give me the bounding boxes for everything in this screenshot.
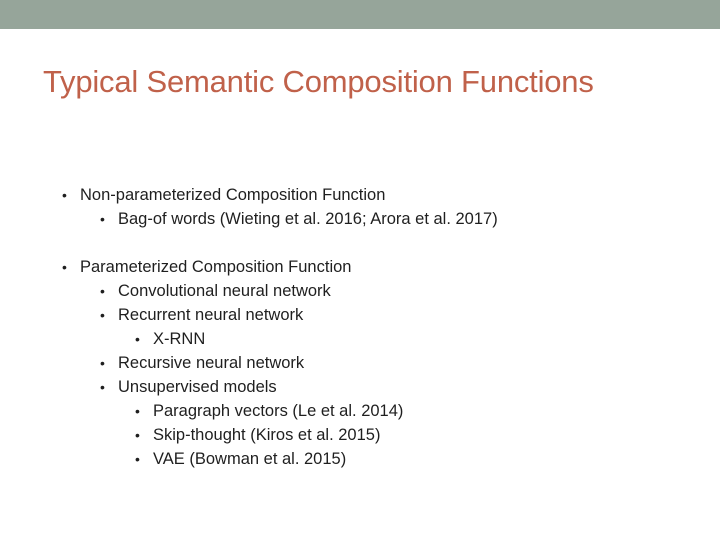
bullet-item (100, 351, 304, 375)
bullet-item (100, 207, 498, 231)
bullet-text: Recursive neural network (118, 354, 305, 372)
bullet-item (62, 255, 351, 279)
bullet-text: X-RNN (153, 330, 206, 348)
bullet-text: Non-parameterized Composition Function (80, 186, 386, 204)
bullet-text: Skip-thought (Kiros et al. 2015) (153, 426, 381, 444)
bullet-item (135, 447, 346, 471)
bullet-text: Parameterized Composition Function (80, 258, 352, 276)
bullet-text: Paragraph vectors (Le et al. 2014) (153, 402, 404, 420)
bullet-marker: • (62, 259, 67, 275)
bullet-text: VAE (Bowman et al. 2015) (153, 450, 347, 468)
bullet-item (135, 399, 403, 423)
bullet-marker: • (100, 283, 105, 299)
slide-title: Typical Semantic Composition Functions (43, 64, 594, 99)
bullet-marker: • (135, 331, 140, 347)
bullet-marker: • (100, 211, 105, 227)
bullet-item (62, 183, 385, 207)
bullet-item (100, 279, 331, 303)
bullet-text: Recurrent neural network (118, 306, 304, 324)
bullet-marker: • (62, 187, 67, 203)
bullet-item (100, 375, 277, 399)
bullet-item (100, 303, 303, 327)
bullet-marker: • (135, 451, 140, 467)
bullet-marker: • (135, 403, 140, 419)
bullet-item (135, 423, 380, 447)
bullet-text: Convolutional neural network (118, 282, 331, 300)
bullet-marker: • (100, 307, 105, 323)
bullet-marker: • (100, 355, 105, 371)
bullet-text: Unsupervised models (118, 378, 277, 396)
bullet-marker: • (100, 379, 105, 395)
bullet-item (135, 327, 205, 351)
bullet-text: Bag-of words (Wieting et al. 2016; Arora et al. 2017) (118, 210, 498, 228)
bullet-marker: • (135, 427, 140, 443)
